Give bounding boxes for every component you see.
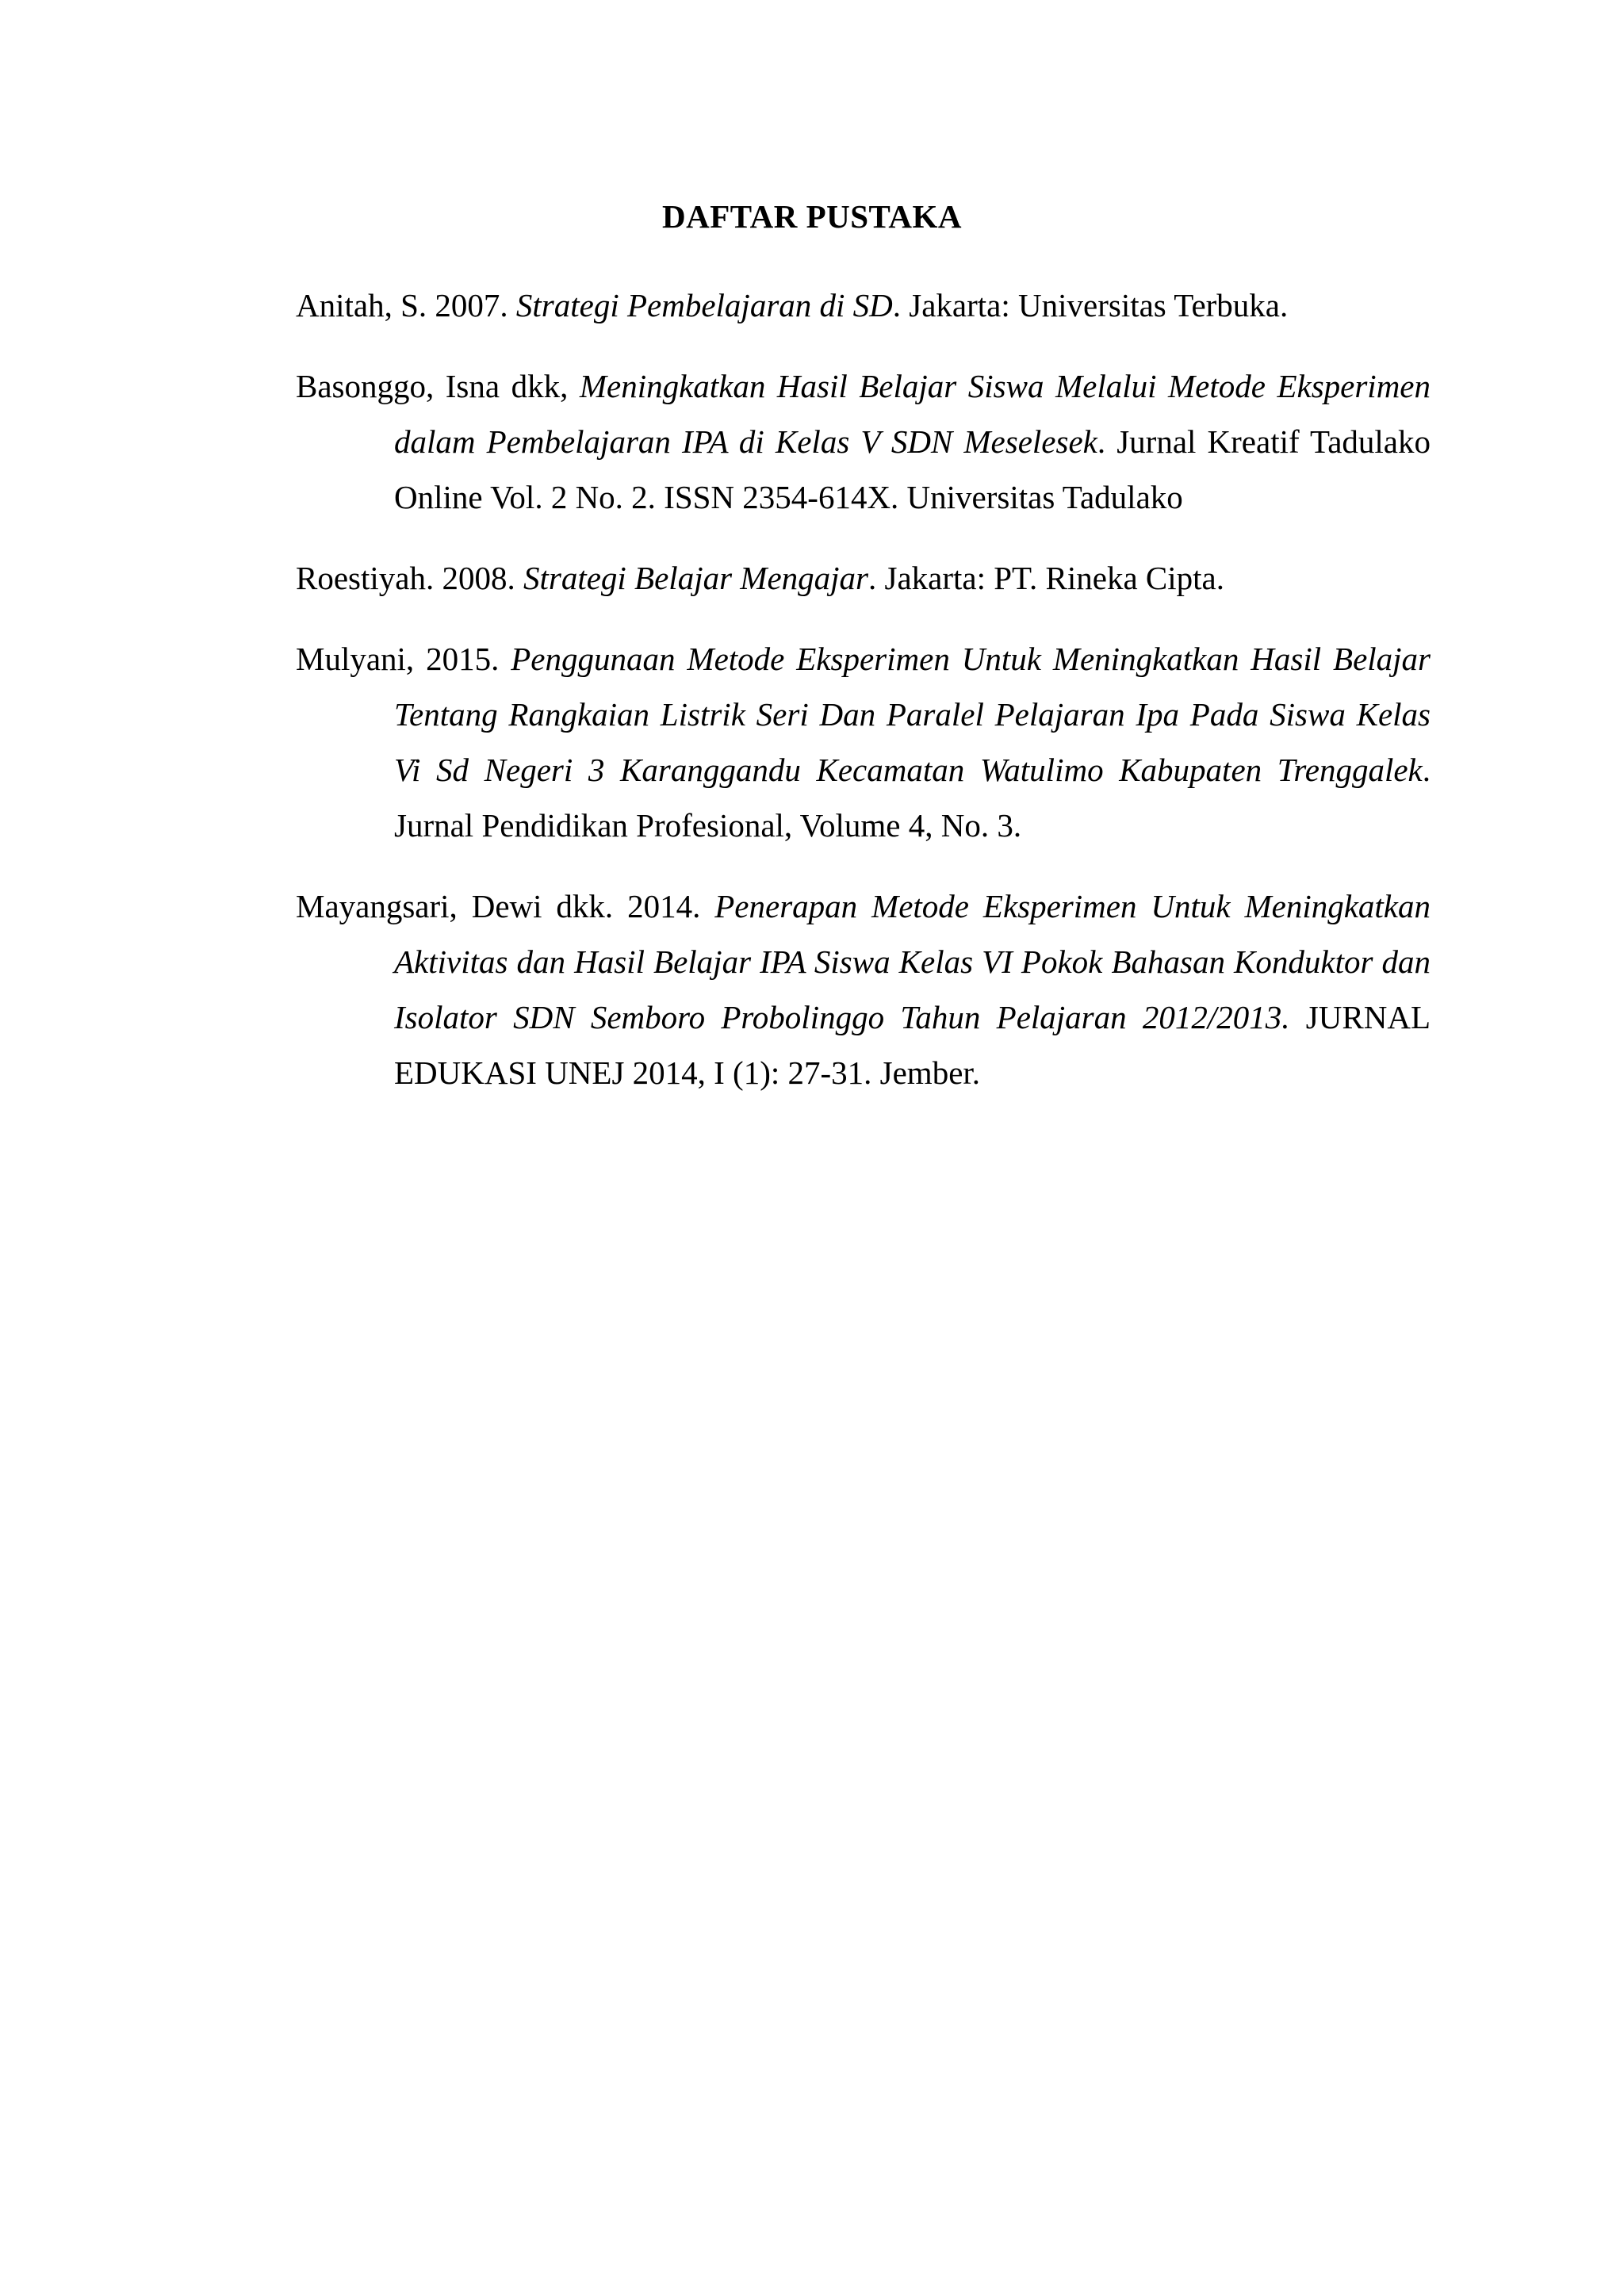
reference-title: Meningkatkan Hasil Belajar Siswa Melalui Metode Eksperimen dalam Pembelajaran IPA di Kelas V SDN Meselesek	[394, 368, 1431, 460]
reference-author-year: Anitah, S. 2007.	[296, 287, 516, 323]
reference-publisher: . Jurnal Pendidikan Profesional, Volume 4, No. 3.	[394, 752, 1431, 844]
reference-entry	[296, 358, 1431, 525]
reference-author-year: Roestiyah. 2008.	[296, 560, 523, 596]
reference-publisher: . Jakarta: Universitas Terbuka.	[892, 287, 1289, 323]
page-title: DAFTAR PUSTAKA	[662, 198, 962, 235]
reference-author-year: Mayangsari, Dewi dkk. 2014.	[296, 888, 715, 924]
reference-entry	[296, 631, 1431, 853]
reference-title: Strategi Belajar Mengajar	[523, 560, 868, 596]
reference-entry	[296, 550, 1431, 606]
reference-publisher: JURNAL EDUKASI UNEJ 2014, I (1): 27-31. Jember.	[394, 999, 1431, 1091]
reference-entry	[296, 277, 1431, 333]
reference-entry	[296, 878, 1431, 1100]
reference-publisher: . Jakarta: PT. Rineka Cipta.	[868, 560, 1224, 596]
reference-author-year: Mulyani, 2015.	[296, 641, 511, 677]
reference-author-year: Basonggo, Isna dkk,	[296, 368, 580, 404]
reference-title: Penerapan Metode Eksperimen Untuk Meningkatkan Aktivitas dan Hasil Belajar IPA Siswa Kelas VI Pokok Bahasan Konduktor dan Isolator SDN Semboro Probolinggo Tahun Pelajaran 2012/2013.	[394, 888, 1431, 1035]
reference-list	[296, 277, 1431, 1100]
reference-publisher: . Jurnal Kreatif Tadulako Online Vol. 2 No. 2. ISSN 2354-614X. Universitas Tadulako	[394, 423, 1431, 515]
reference-title: Penggunaan Metode Eksperimen Untuk Meningkatkan Hasil Belajar Tentang Rangkaian Listrik Seri Dan Paralel Pelajaran Ipa Pada Siswa Kelas Vi Sd Negeri 3 Karanggandu Kecamatan Watulimo Kabupaten Trenggalek	[394, 641, 1431, 788]
reference-title: Strategi Pembelajaran di SD	[515, 287, 893, 323]
